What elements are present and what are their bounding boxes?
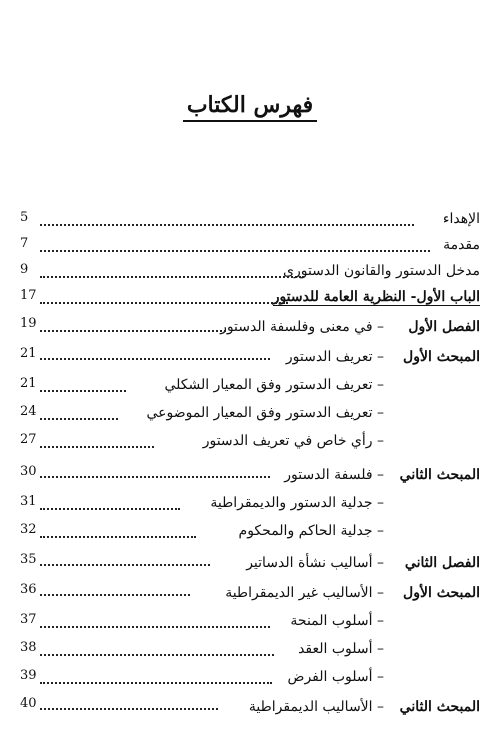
dot-leader <box>40 330 226 332</box>
toc-row <box>20 692 480 722</box>
toc-label <box>288 669 480 685</box>
toc-label <box>284 467 480 483</box>
dot-leader <box>40 508 180 510</box>
dot-leader <box>40 276 304 278</box>
toc-label <box>298 641 480 657</box>
toc-label <box>203 433 480 449</box>
toc-section-label: المبحث الثاني <box>399 699 480 715</box>
toc-row <box>20 258 480 284</box>
toc-section-label: الفصل الأول <box>408 319 480 335</box>
toc-row <box>20 428 480 454</box>
toc-row <box>20 578 480 608</box>
toc-label <box>147 405 480 421</box>
toc-entry-text: – فلسفة الدستور <box>284 467 384 483</box>
toc-entry-text: – رأي خاص في تعريف الدستور <box>202 433 384 449</box>
toc-page-number: 5 <box>20 210 29 225</box>
toc-entry-text: – أسلوب العقد <box>298 641 384 657</box>
toc-page-number: 30 <box>20 464 37 479</box>
toc-section-label: الفصل الثاني <box>404 555 480 571</box>
dot-leader <box>40 250 430 252</box>
toc-page-number: 7 <box>20 236 29 251</box>
dot-leader <box>40 708 218 710</box>
dot-leader <box>40 564 210 566</box>
toc-label <box>273 289 480 306</box>
toc-title-text: فهرس الكتاب <box>183 92 317 122</box>
toc-entry-text: مدخل الدستور والقانون الدستورى <box>283 263 480 279</box>
toc-row <box>20 400 480 426</box>
toc-page-number: 21 <box>20 346 37 361</box>
toc-row <box>20 636 480 662</box>
toc-label <box>286 349 480 365</box>
toc-label <box>249 699 480 715</box>
toc-section-label: المبحث الثاني <box>399 467 480 483</box>
toc-entry-text: – في معنى وفلسفة الدستور <box>220 319 384 335</box>
toc-row <box>20 342 480 372</box>
dot-leader <box>40 390 126 392</box>
toc-row <box>20 312 480 342</box>
dot-leader <box>40 682 272 684</box>
dot-leader <box>40 358 270 360</box>
toc-row <box>20 608 480 634</box>
toc-label <box>210 495 480 511</box>
toc-row <box>20 548 480 578</box>
toc-page-number: 19 <box>20 316 37 331</box>
toc-row <box>20 460 480 490</box>
toc-entry-text: – تعريف الدستور وفق المعيار الشكلي <box>164 377 384 393</box>
toc-page-number: 39 <box>20 668 37 683</box>
toc-entry-text: – أسلوب الفرض <box>287 669 384 685</box>
toc-row <box>20 232 480 258</box>
dot-leader <box>40 476 270 478</box>
toc-page-number: 17 <box>20 288 37 303</box>
toc-entry-text: – تعريف الدستور <box>285 349 384 365</box>
toc-entry-text: – تعريف الدستور وفق المعيار الموضوعي <box>146 405 384 421</box>
toc-label <box>164 377 480 393</box>
toc-label <box>443 237 480 253</box>
toc-page-number: 37 <box>20 612 37 627</box>
toc-page-number: 9 <box>20 262 29 277</box>
dot-leader <box>40 536 196 538</box>
toc-label <box>290 613 480 629</box>
dot-leader <box>40 302 288 304</box>
toc-page-number: 31 <box>20 494 37 509</box>
toc-entry-text: – الأساليب غير الديمقراطية <box>225 585 384 601</box>
toc-page-number: 32 <box>20 522 37 537</box>
toc-row <box>20 372 480 398</box>
toc-entry-text: – أسلوب المنحة <box>290 613 384 629</box>
toc-section-label: المبحث الأول <box>403 349 480 365</box>
dot-leader <box>40 418 118 420</box>
toc-entry-text: – جدلية الحاكم والمحكوم <box>238 523 384 539</box>
toc-row <box>20 206 480 232</box>
toc-page-number: 40 <box>20 696 37 711</box>
toc-row <box>20 664 480 690</box>
toc-entry-text: – جدلية الدستور والديمقراطية <box>210 495 384 511</box>
toc-page-number: 38 <box>20 640 37 655</box>
toc-page-number: 21 <box>20 376 37 391</box>
toc-entry-text: مقدمة <box>443 237 480 253</box>
toc-page-number: 27 <box>20 432 37 447</box>
toc-page-number: 35 <box>20 552 37 567</box>
toc-label <box>246 555 480 571</box>
toc-entry-text: – الأساليب الديمقراطية <box>248 699 384 715</box>
toc-entry-text: الباب الأول- النظرية العامة للدستور <box>272 288 480 305</box>
toc-page-number: 24 <box>20 404 37 419</box>
dot-leader <box>40 224 414 226</box>
dot-leader <box>40 594 190 596</box>
toc-entry-text: – أساليب نشأة الدساتير <box>246 555 384 571</box>
toc-page-number: 36 <box>20 582 37 597</box>
toc-section-label: المبحث الأول <box>403 585 480 601</box>
toc-label <box>443 211 480 227</box>
dot-leader <box>40 446 154 448</box>
toc-label <box>220 319 480 335</box>
toc-row <box>20 284 480 310</box>
toc-label <box>239 523 480 539</box>
toc-row <box>20 518 480 544</box>
toc-row <box>20 490 480 516</box>
toc-entry-text: الإهداء <box>442 211 480 227</box>
toc-label <box>283 263 480 279</box>
toc-label <box>225 585 480 601</box>
dot-leader <box>40 654 274 656</box>
toc-title <box>0 92 500 118</box>
dot-leader <box>40 626 270 628</box>
